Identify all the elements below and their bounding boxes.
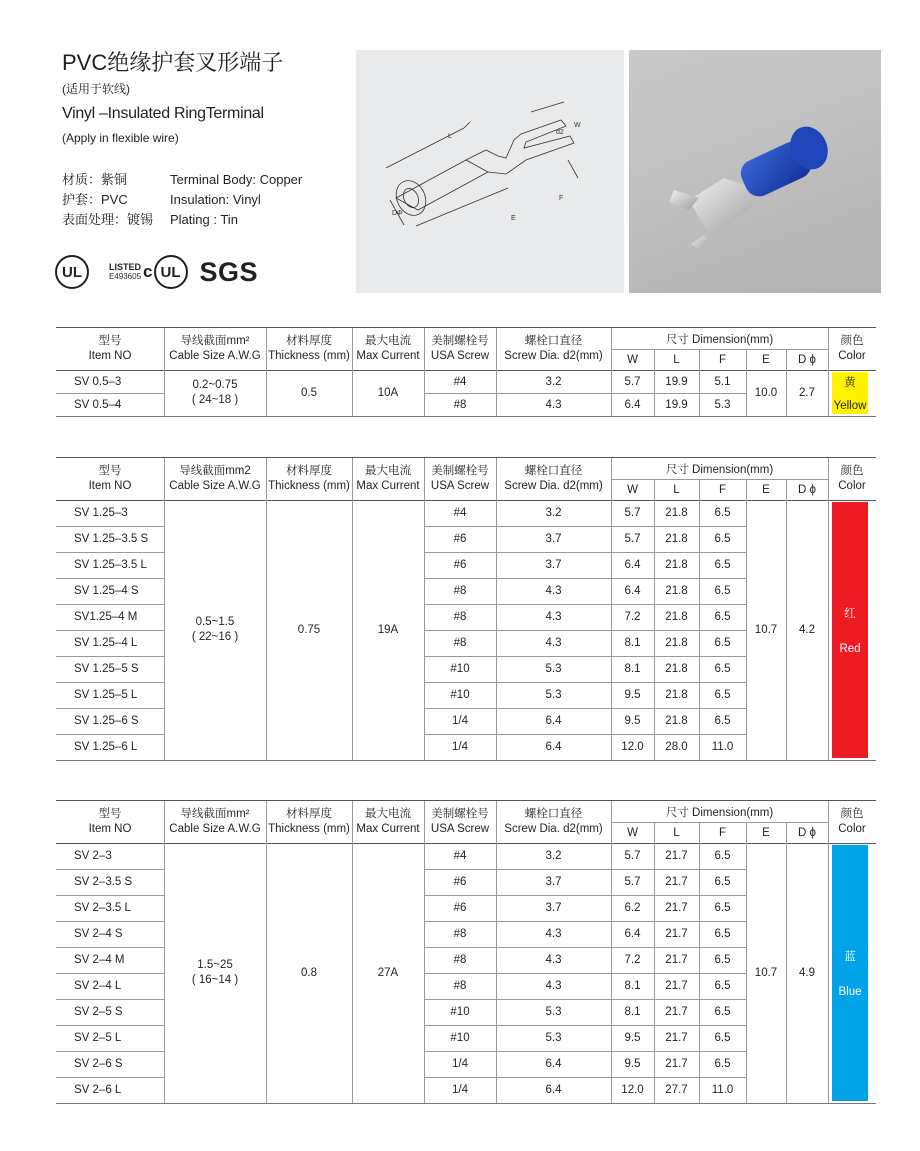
table-row-l: 21.8 (665, 533, 688, 545)
spec-value: Plating : Tin (170, 212, 238, 227)
table-row-item: SV 1.25–5 S (74, 663, 139, 675)
header-current-cn: 最大电流 (365, 335, 411, 347)
table-row-screw: #4 (453, 850, 467, 862)
spec-row (62, 210, 302, 230)
header-current-cn: 最大电流 (365, 808, 411, 820)
table-row-item: SV 1.25–5 L (74, 689, 138, 701)
table-cable-size (164, 500, 266, 760)
header-item-en: Item NO (88, 480, 132, 492)
spec-key: 护套：PVC (62, 192, 128, 207)
table-row-dia: 3.2 (545, 507, 562, 519)
table-thickness: 0.75 (297, 624, 321, 636)
header-item (56, 801, 164, 843)
header-dia-en: Screw Dia. d2(mm) (504, 350, 603, 362)
header-cable (164, 328, 266, 370)
cable-range: 0.2~0.75 (192, 379, 238, 391)
table-row-item: SV 1.25–6 L (74, 741, 138, 753)
table-row-w: 6.4 (624, 585, 641, 597)
header-dim-d: D ϕ (798, 483, 816, 496)
dim-label-d: DΦ (392, 210, 403, 217)
table-row-dia: 3.2 (545, 375, 562, 388)
table-row-item: SV 1.25–3.5 L (74, 559, 147, 571)
header-dim-e: E (762, 826, 770, 839)
table-dim-e: 10.7 (754, 624, 778, 636)
table-row-l: 21.8 (665, 611, 688, 623)
product-title-en: Vinyl –Insulated RingTerminal (62, 105, 264, 122)
table-row-screw: #8 (453, 928, 467, 940)
table-row-l: 21.7 (665, 1058, 688, 1070)
table-row-dia: 4.3 (545, 398, 562, 411)
table-row-w: 5.7 (624, 876, 641, 888)
table-row-screw: #6 (453, 533, 467, 545)
table-row-screw: #10 (450, 1006, 470, 1018)
terminal-drawing-svg (356, 50, 624, 293)
table-row-dia: 3.7 (545, 559, 562, 571)
table-row-dia: 3.2 (545, 850, 562, 862)
header-dim-l: L (673, 353, 680, 366)
table-row-dia: 5.3 (545, 1032, 562, 1044)
table-row-w: 5.7 (624, 507, 641, 519)
table-row-w: 6.4 (624, 928, 641, 940)
table-row-f: 6.5 (714, 954, 731, 966)
table-row-f: 6.5 (714, 663, 731, 675)
header-color (828, 328, 876, 370)
table-row-item: SV1.25–4 M (74, 611, 138, 623)
spec-key: 表面处理：镀锡 (62, 212, 154, 227)
header-dim-f: F (718, 353, 727, 366)
dim-label-l: L (448, 133, 452, 140)
ul-listed-mark (109, 263, 141, 281)
table-row-screw: #10 (450, 689, 470, 701)
table-row-l: 21.7 (665, 980, 688, 992)
table-row-w: 7.2 (624, 954, 641, 966)
table-row-w: 7.2 (624, 611, 641, 623)
spec-value: Terminal Body: Copper (170, 172, 303, 187)
table-row-item: SV 1.25–3 (74, 507, 128, 519)
header-item-en: Item NO (88, 350, 132, 362)
table-row-w: 12.0 (621, 741, 644, 753)
spec-table-yellow (56, 327, 876, 417)
table-row-dia: 6.4 (545, 1084, 562, 1096)
table-row-dia: 4.3 (545, 980, 562, 992)
header-current (352, 801, 424, 843)
table-row-screw: #10 (450, 663, 470, 675)
product-subtitle-en: (Apply in flexible wire) (62, 131, 179, 145)
listed-number: E493605 (109, 272, 142, 281)
cable-range: 0.5~1.5 (195, 616, 235, 628)
table-row-screw: #10 (450, 1032, 470, 1044)
table-row-w: 12.0 (621, 1084, 644, 1096)
dim-label-w: W (574, 122, 581, 129)
header-item-cn: 型号 (98, 335, 122, 347)
cul-circle: UL (154, 255, 188, 289)
table-row-screw: #4 (453, 507, 467, 519)
header-current-en: Max Current (356, 823, 420, 835)
table-row-f: 6.5 (714, 507, 731, 519)
table-row-w: 5.7 (624, 375, 641, 388)
color-name-cn: 蓝 (844, 951, 856, 963)
table-row-w: 5.7 (624, 850, 641, 862)
table-row-w: 5.7 (624, 533, 641, 545)
table-row-dia: 6.4 (545, 715, 562, 727)
table-dim-e: 10.0 (754, 387, 778, 399)
color-name-cn: 黄 (844, 377, 856, 389)
header-item-cn: 型号 (98, 808, 122, 820)
table-dim-d: 2.7 (799, 387, 815, 399)
listed-text: LISTED (109, 262, 142, 272)
table-row-f: 6.5 (714, 980, 731, 992)
header-color-en: Color (838, 350, 866, 362)
header-cable-en: Cable Size A.W.G (169, 350, 261, 362)
table-row-f: 5.3 (714, 398, 731, 411)
header-screw (424, 458, 496, 500)
table-row-item: SV 2–3 (74, 850, 112, 862)
header-thickness-cn: 材料厚度 (286, 335, 332, 347)
header-item-cn: 型号 (98, 465, 122, 477)
header-current (352, 328, 424, 370)
table-row-item: SV 2–4 M (74, 954, 125, 966)
header-cable-cn: 导线截面mm2 (179, 465, 251, 477)
header-thickness (266, 801, 352, 843)
table-row-dia: 6.4 (545, 1058, 562, 1070)
table-row-f: 6.5 (714, 585, 731, 597)
header-item (56, 458, 164, 500)
table-row-f: 6.5 (714, 533, 731, 545)
header-dim-d: D ϕ (798, 353, 816, 366)
table-row-f: 6.5 (714, 637, 731, 649)
header-dim-l: L (673, 483, 680, 496)
table-row-l: 21.7 (665, 928, 688, 940)
table-row-screw: #6 (453, 902, 467, 914)
header-dim-w: W (627, 826, 638, 839)
header-dim-l: L (673, 826, 680, 839)
table-dim-d: 4.2 (799, 624, 815, 636)
table-row-l: 21.8 (665, 507, 688, 519)
header-screw-en: USA Screw (430, 480, 490, 492)
awg-range: ( 22~16 ) (191, 631, 239, 643)
ul-logo: UL (55, 255, 89, 289)
awg-range: ( 16~14 ) (191, 974, 239, 986)
header-color-en: Color (838, 823, 866, 835)
table-cable-size (164, 370, 266, 416)
header-dimension: 尺寸 Dimension(mm) (665, 463, 774, 476)
table-row-screw: 1/4 (452, 715, 468, 727)
table-row-dia: 3.7 (545, 876, 562, 888)
table-row-f: 11.0 (711, 1084, 734, 1096)
table-row-w: 6.4 (624, 559, 641, 571)
header-current (352, 458, 424, 500)
color-swatch (832, 845, 868, 1101)
table-row-item: SV 2–5 S (74, 1006, 123, 1018)
table-row-l: 21.7 (665, 850, 688, 862)
table-row-w: 9.5 (624, 1058, 641, 1070)
table-current: 19A (377, 624, 399, 636)
table-row-w: 9.5 (624, 715, 641, 727)
header-thickness (266, 328, 352, 370)
page-header (62, 50, 283, 145)
header-thickness-en: Thickness (mm) (268, 350, 350, 362)
header-dia-cn: 螺栓口直径 (524, 335, 583, 347)
dim-label-f: F (559, 195, 564, 202)
table-row-f: 6.5 (714, 850, 731, 862)
color-name-en: Yellow (833, 400, 867, 412)
header-dimension: 尺寸 Dimension(mm) (665, 333, 774, 346)
table-row-dia: 4.3 (545, 637, 562, 649)
spec-row (62, 190, 302, 210)
header-item (56, 328, 164, 370)
table-row-l: 21.7 (665, 902, 688, 914)
material-specs (62, 170, 302, 230)
table-row-l: 21.8 (665, 715, 688, 727)
header-current-en: Max Current (356, 350, 420, 362)
table-grid (56, 800, 876, 1104)
cable-range: 1.5~25 (197, 959, 233, 971)
table-row-dia: 5.3 (545, 1006, 562, 1018)
header-dia (496, 801, 611, 843)
spec-row (62, 170, 302, 190)
spec-table-blue (56, 800, 876, 1104)
header-dim-f: F (718, 826, 727, 839)
table-row-l: 21.8 (665, 663, 688, 675)
table-row-l: 21.8 (665, 689, 688, 701)
header-color-cn: 颜色 (840, 335, 864, 347)
header-dim-w: W (627, 483, 638, 496)
table-row-screw: 1/4 (452, 741, 468, 753)
header-dim-d: D ϕ (798, 826, 816, 839)
table-row-l: 21.7 (665, 954, 688, 966)
product-title-cn: PVC绝缘护套叉形端子 (62, 50, 284, 75)
table-current: 27A (377, 967, 399, 979)
spec-value: Insulation: Vinyl (170, 192, 261, 207)
table-row-item: SV 2–6 L (74, 1084, 122, 1096)
header-dim-f: F (718, 483, 727, 496)
cul-c: c (143, 262, 153, 281)
table-row-w: 9.5 (624, 689, 641, 701)
table-row-dia: 5.3 (545, 663, 562, 675)
table-row-f: 6.5 (714, 559, 731, 571)
table-row-screw: 1/4 (452, 1084, 468, 1096)
table-row-l: 19.9 (665, 375, 688, 388)
cul-logo (143, 255, 187, 289)
table-thickness: 0.8 (301, 967, 317, 979)
header-cable-cn: 导线截面mm² (180, 335, 250, 347)
header-screw (424, 328, 496, 370)
header-cable (164, 801, 266, 843)
dim-label-d2: d2 (556, 129, 564, 136)
table-row-item: SV 1.25–6 S (74, 715, 139, 727)
header-cable-en: Cable Size A.W.G (169, 823, 261, 835)
table-row-dia: 4.3 (545, 611, 562, 623)
color-name-en: Red (839, 643, 861, 655)
table-row-f: 6.5 (714, 1032, 731, 1044)
header-dia-en: Screw Dia. d2(mm) (504, 823, 603, 835)
table-row-screw: #8 (453, 398, 467, 411)
table-row-item: SV 2–5 L (74, 1032, 122, 1044)
certification-logos (55, 255, 258, 289)
header-cable-cn: 导线截面mm² (180, 808, 250, 820)
table-row-item: SV 1.25–3.5 S (74, 533, 149, 545)
table-row-screw: #8 (453, 980, 467, 992)
table-current: 10A (377, 387, 399, 399)
table-row-screw: #8 (453, 585, 467, 597)
table-row-l: 27.7 (665, 1084, 688, 1096)
header-cable (164, 458, 266, 500)
header-cable-en: Cable Size A.W.G (169, 480, 261, 492)
header-current-cn: 最大电流 (365, 465, 411, 477)
table-row-f: 6.5 (714, 902, 731, 914)
table-row-screw: 1/4 (452, 1058, 468, 1070)
color-swatch (832, 502, 868, 758)
table-row-item: SV 2–4 S (74, 928, 123, 940)
header-screw (424, 801, 496, 843)
table-row-f: 6.5 (714, 1006, 731, 1018)
terminal-drawing (356, 50, 624, 293)
header-color-en: Color (838, 480, 866, 492)
table-row-item: SV 0.5–3 (74, 375, 122, 388)
header-dia-en: Screw Dia. d2(mm) (504, 480, 603, 492)
table-row-l: 21.8 (665, 559, 688, 571)
table-row-f: 6.5 (714, 689, 731, 701)
table-row-f: 6.5 (714, 715, 731, 727)
table-row-w: 6.2 (624, 902, 641, 914)
header-screw-cn: 美制螺栓号 (431, 465, 489, 477)
header-dimension: 尺寸 Dimension(mm) (665, 806, 774, 819)
table-row-l: 21.8 (665, 585, 688, 597)
table-row-item: SV 2–6 S (74, 1058, 123, 1070)
table-dim-d: 4.9 (799, 967, 815, 979)
table-row-dia: 5.3 (545, 689, 562, 701)
header-screw-en: USA Screw (430, 823, 490, 835)
table-row-dia: 6.4 (545, 741, 562, 753)
table-row-dia: 4.3 (545, 585, 562, 597)
product-subtitle-cn: (适用于软线) (62, 82, 130, 96)
header-item-en: Item NO (88, 823, 132, 835)
color-swatch (832, 372, 868, 414)
awg-range: ( 24~18 ) (191, 394, 239, 406)
table-row-f: 5.1 (714, 375, 731, 388)
header-dim-w: W (627, 353, 638, 366)
header-dim-e: E (762, 353, 770, 366)
table-row-item: SV 0.5–4 (74, 398, 122, 411)
header-thickness-en: Thickness (mm) (268, 480, 350, 492)
table-row-screw: #8 (453, 637, 467, 649)
header-current-en: Max Current (356, 480, 420, 492)
header-dim-e: E (762, 483, 770, 496)
table-grid (56, 327, 876, 417)
table-row-l: 21.7 (665, 1032, 688, 1044)
header-color-cn: 颜色 (840, 465, 864, 477)
table-row-w: 8.1 (624, 1006, 641, 1018)
table-row-item: SV 2–3.5 S (74, 876, 133, 888)
terminal-photo-svg (629, 50, 881, 293)
header-dia-cn: 螺栓口直径 (524, 465, 583, 477)
header-screw-en: USA Screw (430, 350, 490, 362)
terminal-photo (629, 50, 881, 293)
table-row-dia: 3.7 (545, 533, 562, 545)
table-row-l: 21.7 (665, 876, 688, 888)
table-thickness: 0.5 (301, 387, 317, 399)
table-grid (56, 457, 876, 761)
table-row-f: 11.0 (711, 741, 734, 753)
table-row-item: SV 1.25–4 S (74, 585, 139, 597)
table-dim-e: 10.7 (754, 967, 778, 979)
table-row-screw: #8 (453, 954, 467, 966)
header-thickness-cn: 材料厚度 (286, 808, 332, 820)
table-row-w: 6.4 (624, 398, 641, 411)
spec-key: 材质：紫铜 (62, 172, 128, 187)
table-row-item: SV 1.25–4 L (74, 637, 138, 649)
table-row-l: 21.7 (665, 1006, 688, 1018)
table-row-w: 8.1 (624, 663, 641, 675)
table-row-f: 6.5 (714, 611, 731, 623)
header-thickness-cn: 材料厚度 (286, 465, 332, 477)
header-dia (496, 328, 611, 370)
header-color (828, 458, 876, 500)
table-row-dia: 4.3 (545, 928, 562, 940)
color-name-en: Blue (838, 986, 862, 998)
table-row-screw: #6 (453, 876, 467, 888)
header-dia (496, 458, 611, 500)
table-row-dia: 3.7 (545, 902, 562, 914)
header-dia-cn: 螺栓口直径 (524, 808, 583, 820)
sgs-logo: SGS (199, 256, 259, 287)
header-thickness-en: Thickness (mm) (268, 823, 350, 835)
table-row-l: 21.8 (665, 637, 688, 649)
table-row-l: 19.9 (665, 398, 688, 411)
table-row-f: 6.5 (714, 1058, 731, 1070)
spec-table-red (56, 457, 876, 761)
table-row-f: 6.5 (714, 876, 731, 888)
table-row-l: 28.0 (665, 741, 688, 753)
dim-label-e: E (511, 215, 516, 222)
table-row-item: SV 2–4 L (74, 980, 122, 992)
header-screw-cn: 美制螺栓号 (431, 335, 489, 347)
header-thickness (266, 458, 352, 500)
header-color (828, 801, 876, 843)
table-row-screw: #6 (453, 559, 467, 571)
color-name-cn: 红 (844, 608, 856, 620)
table-row-w: 8.1 (624, 980, 641, 992)
header-screw-cn: 美制螺栓号 (431, 808, 489, 820)
header-color-cn: 颜色 (840, 808, 864, 820)
table-row-f: 6.5 (714, 928, 731, 940)
table-row-dia: 4.3 (545, 954, 562, 966)
table-row-item: SV 2–3.5 L (74, 902, 131, 914)
table-row-screw: #4 (453, 375, 467, 388)
table-row-w: 9.5 (624, 1032, 641, 1044)
table-row-w: 8.1 (624, 637, 641, 649)
table-cable-size (164, 843, 266, 1103)
table-row-screw: #8 (453, 611, 467, 623)
